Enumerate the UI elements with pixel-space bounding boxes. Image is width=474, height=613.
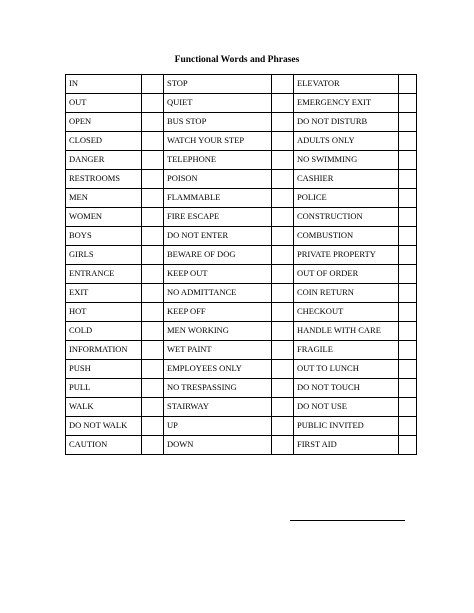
check-box-cell[interactable] xyxy=(399,170,417,189)
word-cell: OPEN xyxy=(66,113,142,132)
word-cell: DO NOT TOUCH xyxy=(294,379,399,398)
check-box-cell[interactable] xyxy=(399,360,417,379)
table-row xyxy=(66,379,417,398)
word-cell: CHECKOUT xyxy=(294,303,399,322)
word-cell: INFORMATION xyxy=(66,341,142,360)
check-box-cell[interactable] xyxy=(142,132,164,151)
word-cell: STAIRWAY xyxy=(164,398,272,417)
check-box-cell[interactable] xyxy=(142,227,164,246)
check-box-cell[interactable] xyxy=(399,246,417,265)
check-box-cell[interactable] xyxy=(272,322,294,341)
word-cell: OUT xyxy=(66,94,142,113)
word-cell: NO SWIMMING xyxy=(294,151,399,170)
check-box-cell[interactable] xyxy=(272,246,294,265)
check-box-cell[interactable] xyxy=(272,75,294,94)
word-cell: DO NOT ENTER xyxy=(164,227,272,246)
check-box-cell[interactable] xyxy=(142,189,164,208)
word-cell: FRAGILE xyxy=(294,341,399,360)
table-row xyxy=(66,284,417,303)
check-box-cell[interactable] xyxy=(399,379,417,398)
word-cell: CONSTRUCTION xyxy=(294,208,399,227)
word-cell: RESTROOMS xyxy=(66,170,142,189)
check-box-cell[interactable] xyxy=(272,151,294,170)
word-cell: CAUTION xyxy=(66,436,142,455)
check-box-cell[interactable] xyxy=(142,246,164,265)
table-row xyxy=(66,94,417,113)
check-box-cell[interactable] xyxy=(272,341,294,360)
check-box-cell[interactable] xyxy=(272,113,294,132)
check-box-cell[interactable] xyxy=(272,436,294,455)
table-row xyxy=(66,322,417,341)
check-box-cell[interactable] xyxy=(272,303,294,322)
table-row xyxy=(66,265,417,284)
check-box-cell[interactable] xyxy=(399,417,417,436)
document-title: Functional Words and Phrases xyxy=(174,55,300,65)
word-cell: OUT TO LUNCH xyxy=(294,360,399,379)
word-cell: EXIT xyxy=(66,284,142,303)
check-box-cell[interactable] xyxy=(399,341,417,360)
word-cell: UP xyxy=(164,417,272,436)
check-box-cell[interactable] xyxy=(399,227,417,246)
check-box-cell[interactable] xyxy=(399,303,417,322)
word-cell: WOMEN xyxy=(66,208,142,227)
table-row xyxy=(66,75,417,94)
check-box-cell[interactable] xyxy=(272,360,294,379)
signature-line xyxy=(290,520,405,521)
word-cell: FIRST AID xyxy=(294,436,399,455)
word-cell: NO TRESPASSING xyxy=(164,379,272,398)
word-cell: PULL xyxy=(66,379,142,398)
word-cell: MEN WORKING xyxy=(164,322,272,341)
word-cell: PRIVATE PROPERTY xyxy=(294,246,399,265)
word-cell: ENTRANCE xyxy=(66,265,142,284)
table-row xyxy=(66,132,417,151)
check-box-cell[interactable] xyxy=(142,398,164,417)
check-box-cell[interactable] xyxy=(142,113,164,132)
word-cell: COIN RETURN xyxy=(294,284,399,303)
check-box-cell[interactable] xyxy=(142,94,164,113)
word-cell: HANDLE WITH CARE xyxy=(294,322,399,341)
table-body xyxy=(66,75,417,455)
check-box-cell[interactable] xyxy=(142,208,164,227)
word-cell: STOP xyxy=(164,75,272,94)
table-row xyxy=(66,303,417,322)
check-box-cell[interactable] xyxy=(142,360,164,379)
check-box-cell[interactable] xyxy=(272,189,294,208)
check-box-cell[interactable] xyxy=(142,322,164,341)
table-row xyxy=(66,246,417,265)
check-box-cell[interactable] xyxy=(272,94,294,113)
word-cell: WATCH YOUR STEP xyxy=(164,132,272,151)
word-cell: POISON xyxy=(164,170,272,189)
word-cell: DANGER xyxy=(66,151,142,170)
functional-words-table xyxy=(65,74,417,455)
check-box-cell[interactable] xyxy=(272,227,294,246)
check-box-cell[interactable] xyxy=(399,398,417,417)
check-box-cell[interactable] xyxy=(399,113,417,132)
table-row xyxy=(66,170,417,189)
table-row xyxy=(66,208,417,227)
word-cell: IN xyxy=(66,75,142,94)
check-box-cell[interactable] xyxy=(399,132,417,151)
check-box-cell[interactable] xyxy=(399,208,417,227)
word-cell: COMBUSTION xyxy=(294,227,399,246)
check-box-cell[interactable] xyxy=(272,132,294,151)
word-cell: BOYS xyxy=(66,227,142,246)
check-box-cell[interactable] xyxy=(272,398,294,417)
word-cell: POLICE xyxy=(294,189,399,208)
check-box-cell[interactable] xyxy=(272,379,294,398)
check-box-cell[interactable] xyxy=(142,417,164,436)
check-box-cell[interactable] xyxy=(142,379,164,398)
check-box-cell[interactable] xyxy=(272,417,294,436)
word-cell: QUIET xyxy=(164,94,272,113)
check-box-cell[interactable] xyxy=(272,208,294,227)
check-box-cell[interactable] xyxy=(142,341,164,360)
word-cell: WET PAINT xyxy=(164,341,272,360)
word-cell: HOT xyxy=(66,303,142,322)
check-box-cell[interactable] xyxy=(142,170,164,189)
check-box-cell[interactable] xyxy=(142,265,164,284)
word-cell: CASHIER xyxy=(294,170,399,189)
table-row xyxy=(66,151,417,170)
table-row xyxy=(66,398,417,417)
check-box-cell[interactable] xyxy=(272,170,294,189)
check-box-cell[interactable] xyxy=(272,284,294,303)
table-row xyxy=(66,189,417,208)
check-box-cell[interactable] xyxy=(272,265,294,284)
word-cell: DO NOT DISTURB xyxy=(294,113,399,132)
word-cell: ELEVATOR xyxy=(294,75,399,94)
word-cell: WALK xyxy=(66,398,142,417)
table-row xyxy=(66,227,417,246)
check-box-cell[interactable] xyxy=(142,303,164,322)
table-row xyxy=(66,436,417,455)
word-cell: FIRE ESCAPE xyxy=(164,208,272,227)
check-box-cell[interactable] xyxy=(399,94,417,113)
check-box-cell[interactable] xyxy=(399,436,417,455)
check-box-cell[interactable] xyxy=(142,284,164,303)
word-cell: EMERGENCY EXIT xyxy=(294,94,399,113)
word-cell: DO NOT WALK xyxy=(66,417,142,436)
word-cell: TELEPHONE xyxy=(164,151,272,170)
word-cell: DO NOT USE xyxy=(294,398,399,417)
word-cell: BUS STOP xyxy=(164,113,272,132)
table-row xyxy=(66,417,417,436)
check-box-cell[interactable] xyxy=(399,151,417,170)
check-box-cell[interactable] xyxy=(399,265,417,284)
check-box-cell[interactable] xyxy=(399,189,417,208)
table-row xyxy=(66,360,417,379)
table-row xyxy=(66,113,417,132)
check-box-cell[interactable] xyxy=(142,436,164,455)
check-box-cell[interactable] xyxy=(142,75,164,94)
word-cell: CLOSED xyxy=(66,132,142,151)
word-cell: KEEP OUT xyxy=(164,265,272,284)
check-box-cell[interactable] xyxy=(399,322,417,341)
word-cell: PUBLIC INVITED xyxy=(294,417,399,436)
word-cell: FLAMMABLE xyxy=(164,189,272,208)
check-box-cell[interactable] xyxy=(399,284,417,303)
word-cell: EMPLOYEES ONLY xyxy=(164,360,272,379)
word-cell: KEEP OFF xyxy=(164,303,272,322)
word-cell: DOWN xyxy=(164,436,272,455)
check-box-cell[interactable] xyxy=(142,151,164,170)
word-cell: BEWARE OF DOG xyxy=(164,246,272,265)
table-row xyxy=(66,341,417,360)
check-box-cell[interactable] xyxy=(399,75,417,94)
word-cell: COLD xyxy=(66,322,142,341)
word-cell: NO ADMITTANCE xyxy=(164,284,272,303)
word-cell: OUT OF ORDER xyxy=(294,265,399,284)
word-cell: ADULTS ONLY xyxy=(294,132,399,151)
word-cell: PUSH xyxy=(66,360,142,379)
word-cell: MEN xyxy=(66,189,142,208)
word-cell: GIRLS xyxy=(66,246,142,265)
